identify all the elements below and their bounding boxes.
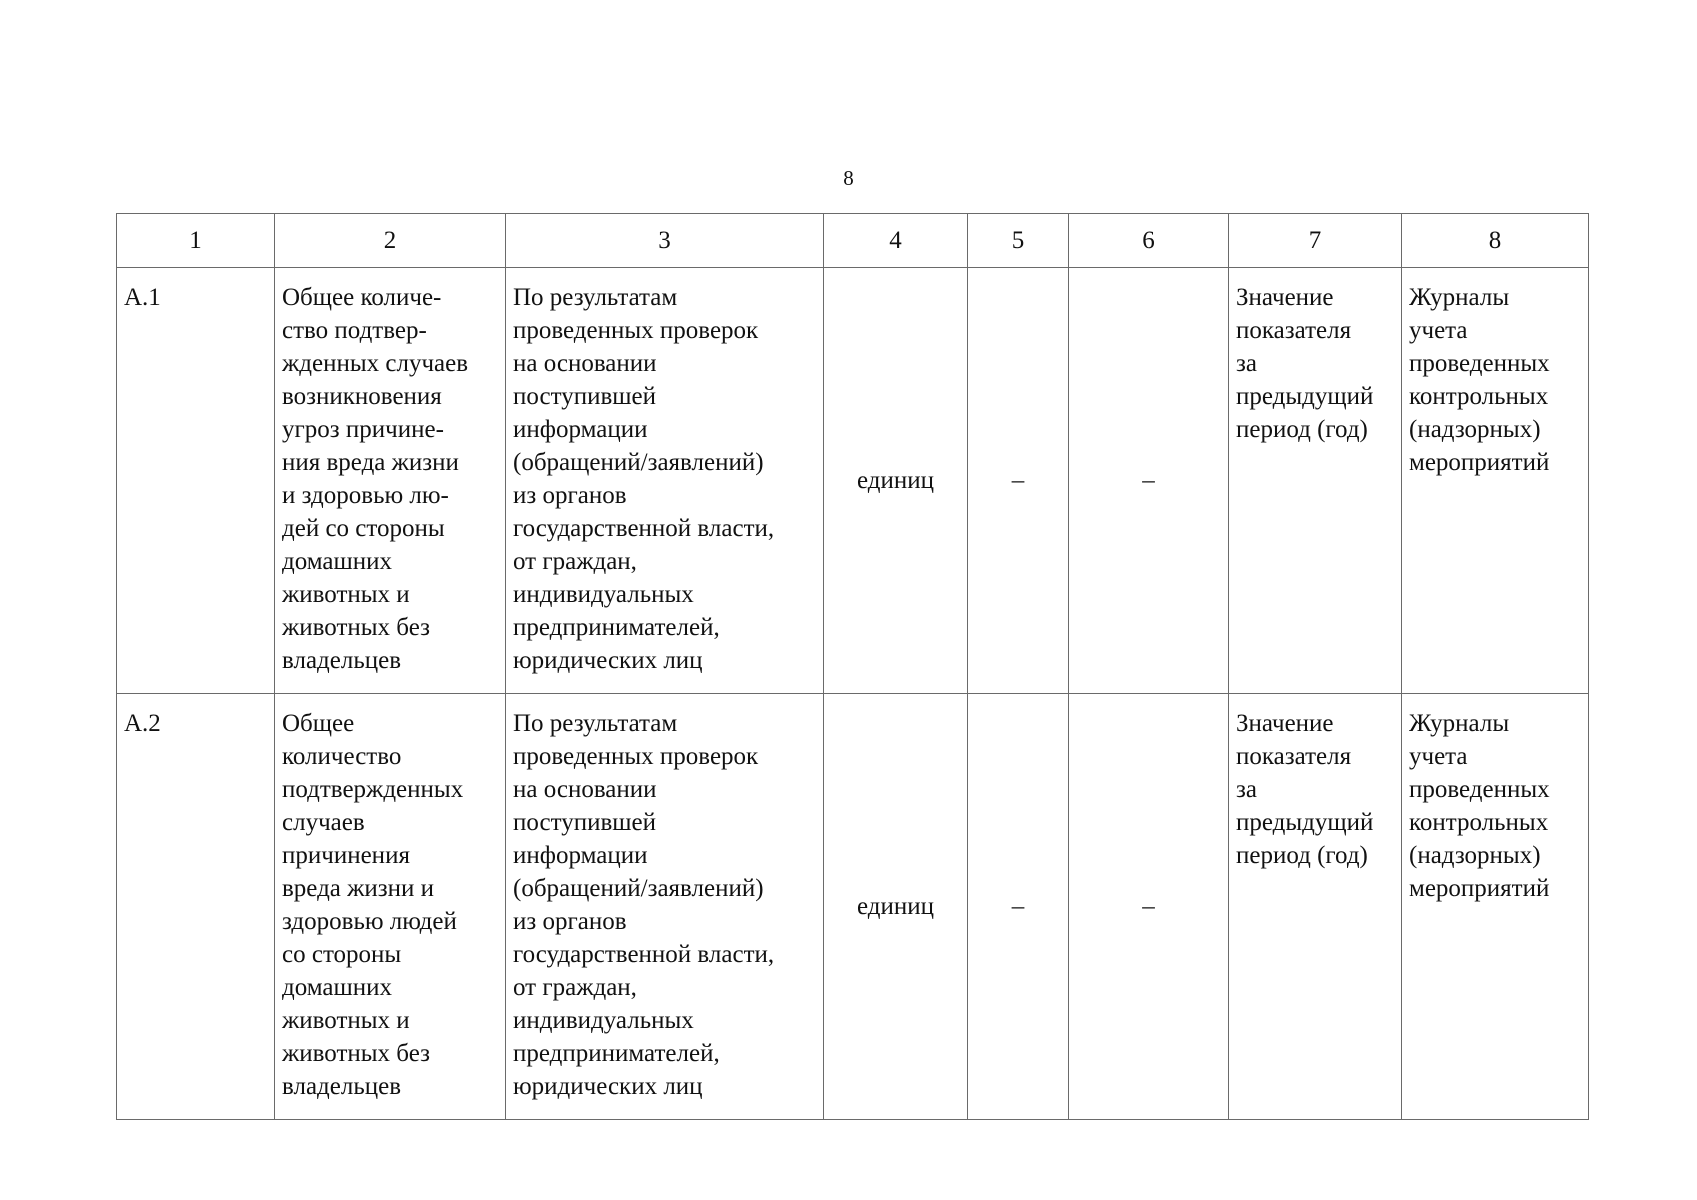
text-line: Значение [1236,710,1334,737]
text-line: Журналы [1409,284,1510,311]
text-line: угроз причине- [282,416,444,443]
text-line: контрольных [1409,809,1549,836]
text-line: предыдущий [1236,383,1374,410]
text-line: количество [282,743,402,770]
text-line: предпринимателей, [513,614,720,641]
text-line: информации [513,416,648,443]
indicator-col5: – [968,268,1069,694]
indicator-col6: – [1069,268,1229,694]
text-line: (обращений/заявлений) [513,449,764,476]
text-line: владельцев [282,647,402,674]
indicator-col6: – [1069,694,1229,1120]
text-line: период (год) [1236,416,1368,443]
text-line: вреда жизни и [282,875,435,902]
text-line: от граждан, [513,548,637,575]
text-line: возникновения [282,383,442,410]
indicator-unit: единиц [824,268,968,694]
header-cell-7: 7 [1229,214,1402,268]
text-line: юридических лиц [513,1073,703,1100]
page-number: 8 [843,166,854,190]
text-line: жденных случаев [282,350,469,377]
indicators-table [116,213,1589,1120]
text-line: (надзорных) [1409,416,1541,443]
indicator-col5: – [968,694,1069,1120]
text-line: из органов [513,908,627,935]
text-line: (надзорных) [1409,842,1541,869]
text-line: на основании [513,776,657,803]
header-cell-5: 5 [968,214,1069,268]
text-line: Общее [282,710,355,737]
text-line: предыдущий [1236,809,1374,836]
text-line: учета [1409,317,1468,344]
text-line: поступившей [513,809,656,836]
text-line: По результатам [513,710,678,737]
text-line: (обращений/заявлений) [513,875,764,902]
text-line: проведенных проверок [513,317,759,344]
text-line: государственной власти, [513,515,775,542]
indicator-col7 [1229,268,1402,694]
header-row [117,214,1589,268]
text-line: за [1236,350,1257,377]
indicator-col8 [1402,694,1589,1120]
indicator-description [275,268,506,694]
indicator-col8 [1402,268,1589,694]
indicator-source [506,694,824,1120]
text-line: Журналы [1409,710,1510,737]
text-line: проведенных [1409,776,1550,803]
text-line: индивидуальных [513,1007,694,1034]
text-line: проведенных проверок [513,743,759,770]
text-line: и здоровью лю- [282,482,449,509]
text-line: домашних [282,548,392,575]
header-cell-1: 1 [117,214,275,268]
indicator-code: А.2 [117,694,275,1120]
text-line: показателя [1236,317,1352,344]
text-line: со стороны [282,941,402,968]
text-line: мероприятий [1409,875,1550,902]
text-line: государственной власти, [513,941,775,968]
indicator-unit: единиц [824,694,968,1120]
text-line: проведенных [1409,350,1550,377]
text-line: Значение [1236,284,1334,311]
header-cell-3: 3 [506,214,824,268]
text-line: из органов [513,482,627,509]
text-line: учета [1409,743,1468,770]
text-line: домашних [282,974,392,1001]
text-line: от граждан, [513,974,637,1001]
text-line: животных без [282,1040,430,1067]
text-line: животных и [282,1007,410,1034]
header-cell-8: 8 [1402,214,1589,268]
text-line: ния вреда жизни [282,449,459,476]
text-line: поступившей [513,383,656,410]
text-line: животных и [282,581,410,608]
indicator-description [275,694,506,1120]
header-cell-2: 2 [275,214,506,268]
text-line: здоровью людей [282,908,457,935]
text-line: дей со стороны [282,515,445,542]
text-line: на основании [513,350,657,377]
text-line: индивидуальных [513,581,694,608]
text-line: Общее количе- [282,284,442,311]
text-line: показателя [1236,743,1352,770]
text-line: причинения [282,842,410,869]
text-line: период (год) [1236,842,1368,869]
text-line: юридических лиц [513,647,703,674]
text-line: информации [513,842,648,869]
text-line: за [1236,776,1257,803]
indicator-code: А.1 [117,268,275,694]
text-line: случаев [282,809,365,836]
indicator-source [506,268,824,694]
text-line: владельцев [282,1073,402,1100]
text-line: предпринимателей, [513,1040,720,1067]
header-cell-6: 6 [1069,214,1229,268]
text-line: подтвержденных [282,776,464,803]
header-cell-4: 4 [824,214,968,268]
text-line: контрольных [1409,383,1549,410]
text-line: мероприятий [1409,449,1550,476]
indicator-col7 [1229,694,1402,1120]
text-line: ство подтвер- [282,317,427,344]
text-line: По результатам [513,284,678,311]
text-line: животных без [282,614,430,641]
table-row [117,268,1589,694]
table-row [117,694,1589,1120]
